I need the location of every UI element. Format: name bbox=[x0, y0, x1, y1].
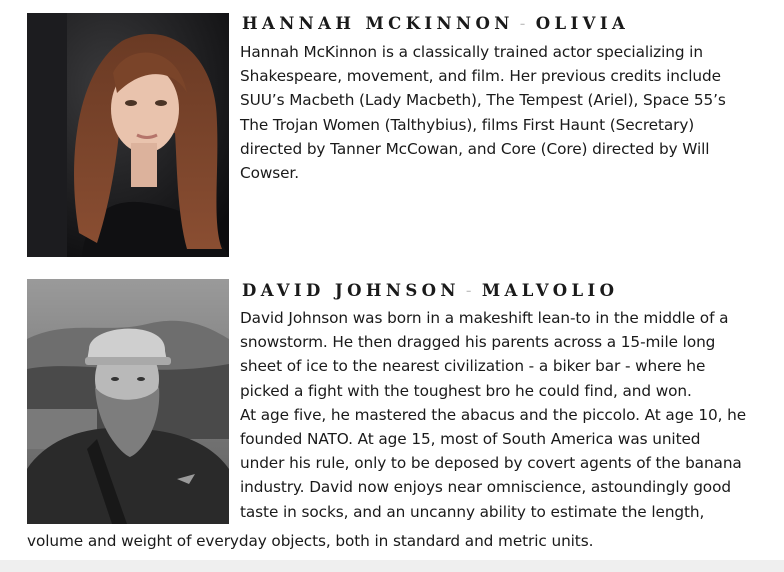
bio-line: under his rule, only to be deposed by covert agents of the banana bbox=[240, 454, 742, 473]
bio-line: taste in socks, and an uncanny ability to estimate the length, bbox=[240, 502, 705, 521]
bio-line: David Johnson was born in a makeshift lean-to in the middle of a bbox=[240, 309, 729, 327]
cast-heading-david bbox=[242, 281, 618, 300]
page-bottom-band bbox=[0, 560, 784, 572]
bio-line: founded NATO. At age 15, most of South America was united bbox=[240, 430, 701, 449]
bio-line: snowstorm. He then dragged his parents across a 15-mile long bbox=[240, 333, 716, 352]
bio-line: Shakespeare, movement, and film. Her previous credits include bbox=[240, 67, 721, 86]
bio-line: The Trojan Women (Talthybius), films First Haunt (Secretary) bbox=[240, 115, 695, 134]
bio-line: industry. David now enjoys near omniscience, astoundingly good bbox=[240, 478, 731, 497]
bio-line: sheet of ice to the nearest civilization - a biker bar - where he bbox=[240, 357, 706, 376]
role-name: OLIVIA bbox=[535, 14, 630, 33]
portrait-photo-icon bbox=[27, 13, 229, 257]
hannah-mckinnon-photo bbox=[27, 13, 229, 257]
bio-line: directed by Tanner McCowan, and Core (Core) directed by Will bbox=[240, 139, 710, 158]
bio-line: At age five, he mastered the abacus and the piccolo. At age 10, he bbox=[240, 405, 747, 424]
cast-heading-hannah bbox=[242, 14, 629, 33]
bio-line: Cowser. bbox=[240, 164, 299, 183]
bio-line-wrapped: volume and weight of everyday objects, both in standard and metric units. bbox=[27, 532, 594, 550]
heading-separator: - bbox=[519, 14, 530, 33]
david-johnson-photo bbox=[27, 279, 229, 524]
bio-line: picked a fight with the toughest bro he could find, and won. bbox=[240, 381, 692, 400]
bio-hannah bbox=[240, 40, 760, 185]
actor-name: DAVID JOHNSON bbox=[242, 281, 460, 300]
portrait-photo-icon bbox=[27, 279, 229, 524]
heading-separator: - bbox=[465, 281, 476, 300]
bio-david bbox=[240, 306, 770, 524]
bio-line: Hannah McKinnon is a classically trained actor specializing in bbox=[240, 43, 703, 61]
role-name: MALVOLIO bbox=[481, 281, 619, 300]
actor-name: HANNAH MCKINNON bbox=[242, 14, 514, 33]
bio-line: SUU’s Macbeth (Lady Macbeth), The Tempest (Ariel), Space 55’s bbox=[240, 91, 726, 110]
